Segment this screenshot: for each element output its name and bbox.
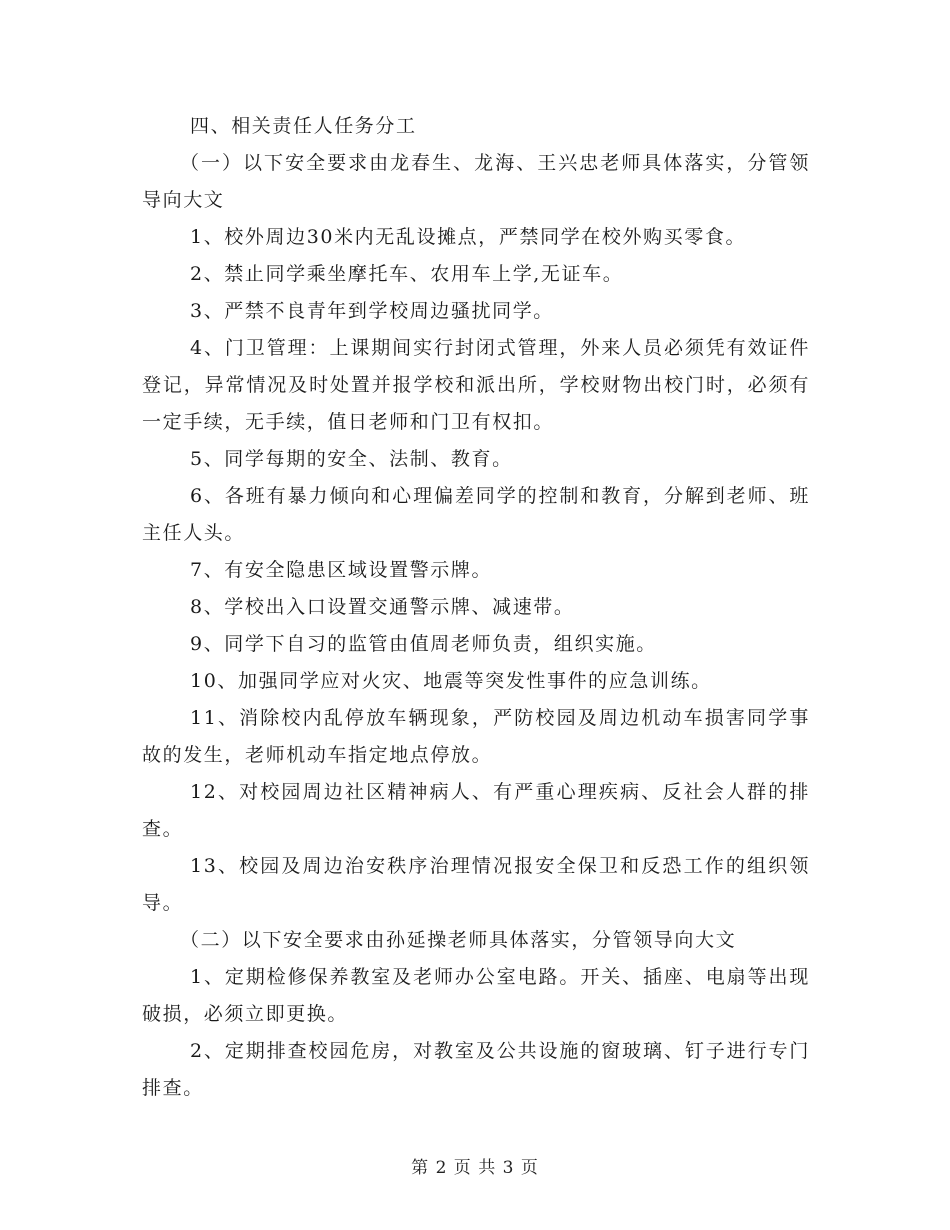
list-item: 13、校园及周边治安秩序治理情况报安全保卫和反恐工作的组织领导。 — [142, 855, 810, 914]
list-item: 5、同学每期的安全、法制、教育。 — [190, 448, 513, 470]
list-item: 9、同学下自习的监管由值周老师负责，组织实施。 — [190, 633, 657, 655]
page-number-footer: 第 2 页 共 3 页 — [411, 1158, 539, 1178]
section-heading: 四、相关责任人任务分工 — [190, 115, 417, 137]
list-item: 11、消除校内乱停放车辆现象，严防校园及周边机动车损害同学事故的发生，老师机动车指定地点停放。 — [142, 707, 810, 766]
subsection-heading-2: （二）以下安全要求由孙延操老师具体落实，分管领导向大文 — [180, 929, 737, 951]
list-item: 12、对校园周边社区精神病人、有严重心理疾病、反社会人群的排查。 — [142, 781, 810, 840]
document-body — [142, 108, 810, 1107]
list-item: 8、学校出入口设置交通警示牌、减速带。 — [190, 596, 575, 618]
list-item: 7、有安全隐患区域设置警示牌。 — [190, 559, 493, 581]
list-item: 4、门卫管理：上课期间实行封闭式管理，外来人员必须凭有效证件登记，异常情况及时处置并报学校和派出所，学校财物出校门时，必须有一定手续，无手续，值日老师和门卫有权扣。 — [142, 337, 810, 433]
list-item: 10、加强同学应对火灾、地震等突发性事件的应急训练。 — [190, 670, 712, 692]
list-item: 1、定期检修保养教室及老师办公室电路。开关、插座、电扇等出现破损，必须立即更换。 — [142, 966, 810, 1025]
list-item: 3、严禁不良青年到学校周边骚扰同学。 — [190, 300, 554, 322]
list-item: 2、禁止同学乘坐摩托车、农用车上学,无证车。 — [190, 263, 624, 285]
subsection-heading-1: （一）以下安全要求由龙春生、龙海、王兴忠老师具体落实，分管领导向大文 — [142, 152, 810, 211]
list-item: 6、各班有暴力倾向和心理偏差同学的控制和教育，分解到老师、班主任人头。 — [142, 485, 810, 544]
list-item: 1、校外周边30米内无乱设摊点，严禁同学在校外购买零食。 — [190, 226, 747, 248]
list-item: 2、定期排查校园危房，对教室及公共设施的窗玻璃、钉子进行专门排查。 — [142, 1040, 810, 1099]
